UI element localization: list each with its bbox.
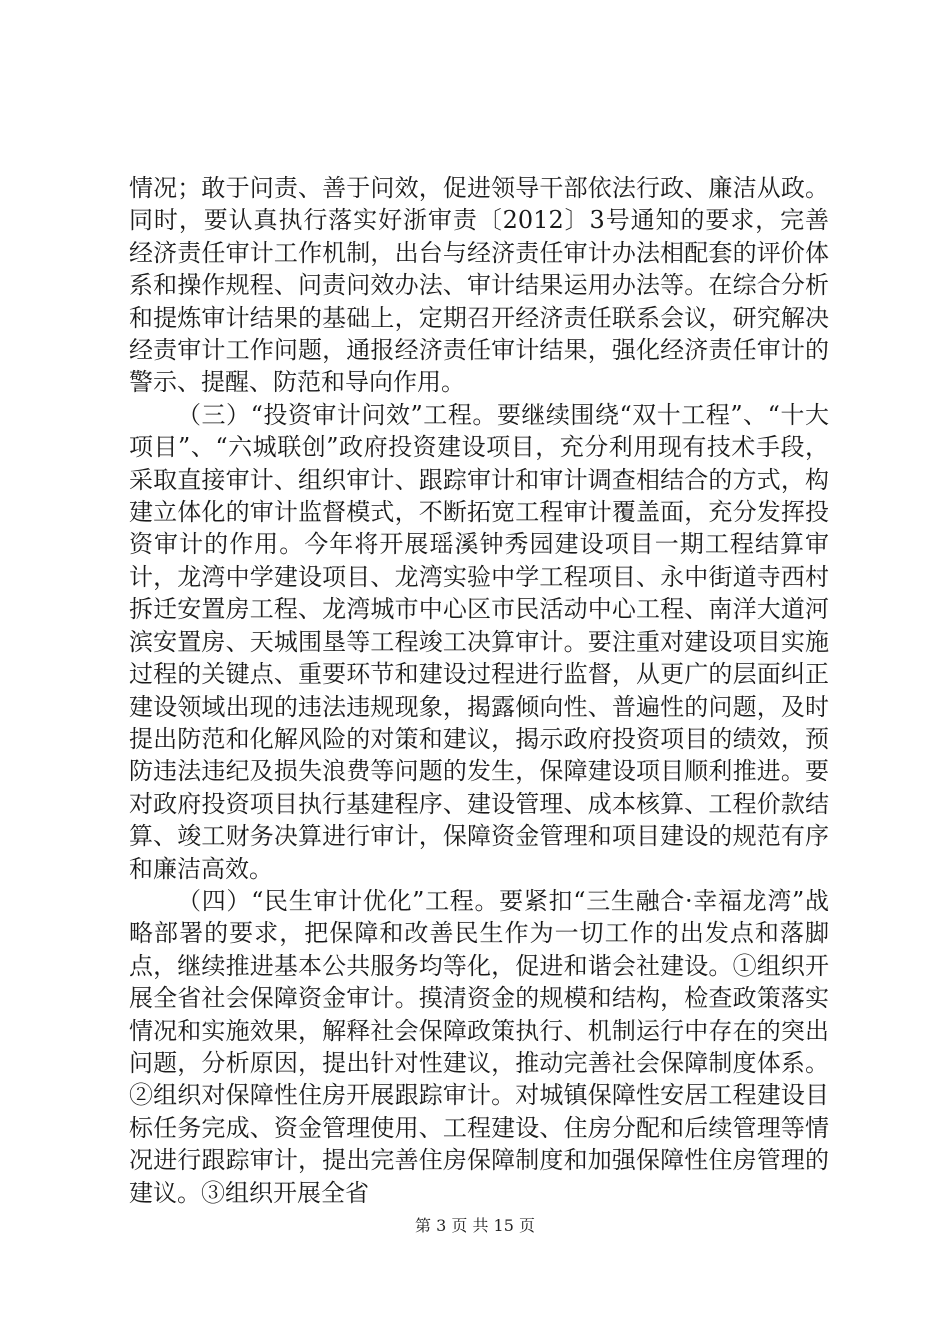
paragraph-investment-audit: （三）“投资审计问效”工程。要继续围绕“双十工程”、“十大项目”、“六城联创”政府投资建设项目，充分利用现有技术手段，采取直接审计、组织审计、跟踪审计和审计调查相结合的方式，构建立体化的审计监督模式，不断拓宽工程审计覆盖面，充分发挥投资审计的作用。今年将开展瑶溪钟秀园建设项目一期工程结算审计，龙湾中学建设项目、龙湾实验中学工程项目、永中街道寺西村拆迁安置房工程、龙湾城市中心区市民活动中心工程、南洋大道河滨安置房、天城围垦等工程竣工决算审计。要注重对建设项目实施过程的关键点、重要环节和建设过程进行监督，从更广的层面纠正建设领域出现的违法违规现象，揭露倾向性、普遍性的问题，及时提出防范和化解风险的对策和建议，揭示政府投资项目的绩效，预防违法违纪及损失浪费等问题的发生，保障建设项目顺利推进。要对政府投资项目执行基建程序、建设管理、成本核算、工程价款结算、竣工财务决算进行审计，保障资金管理和项目建设的规范有序和廉洁高效。	[129, 400, 829, 883]
document-body	[129, 172, 829, 1209]
paragraph-livelihood-audit: （四）“民生审计优化”工程。要紧扣“三生融合·幸福龙湾”战略部署的要求，把保障和改善民生作为一切工作的出发点和落脚点，继续推进基本公共服务均等化，促进和谐会社建设。①组织开展全省社会保障资金审计。摸清资金的规模和结构，检查政策落实情况和实施效果，解释社会保障政策执行、机制运行中存在的突出问题，分析原因，提出针对性建议，推动完善社会保障制度体系。②组织对保障性住房开展跟踪审计。对城镇保障性安居工程建设目标任务完成、资金管理使用、工程建设、住房分配和后续管理等情况进行跟踪审计，提出完善住房保障制度和加强保障性住房管理的建议。③组织开展全省	[129, 886, 829, 1207]
paragraph-economic-responsibility-continued: 情况；敢于问责、善于问效，促进领导干部依法行政、廉洁从政。同时，要认真执行落实好浙审责〔2012〕3号通知的要求，完善经济责任审计工作机制，出台与经济责任审计办法相配套的评价体系和操作规程、问责问效办法、审计结果运用办法等。在综合分析和提炼审计结果的基础上，定期召开经济责任联系会议，研究解决经责审计工作问题，通报经济责任审计结果，强化经济责任审计的警示、提醒、防范和导向作用。	[129, 174, 829, 397]
page-footer: 第 3 页 共 15 页	[415, 1216, 535, 1235]
